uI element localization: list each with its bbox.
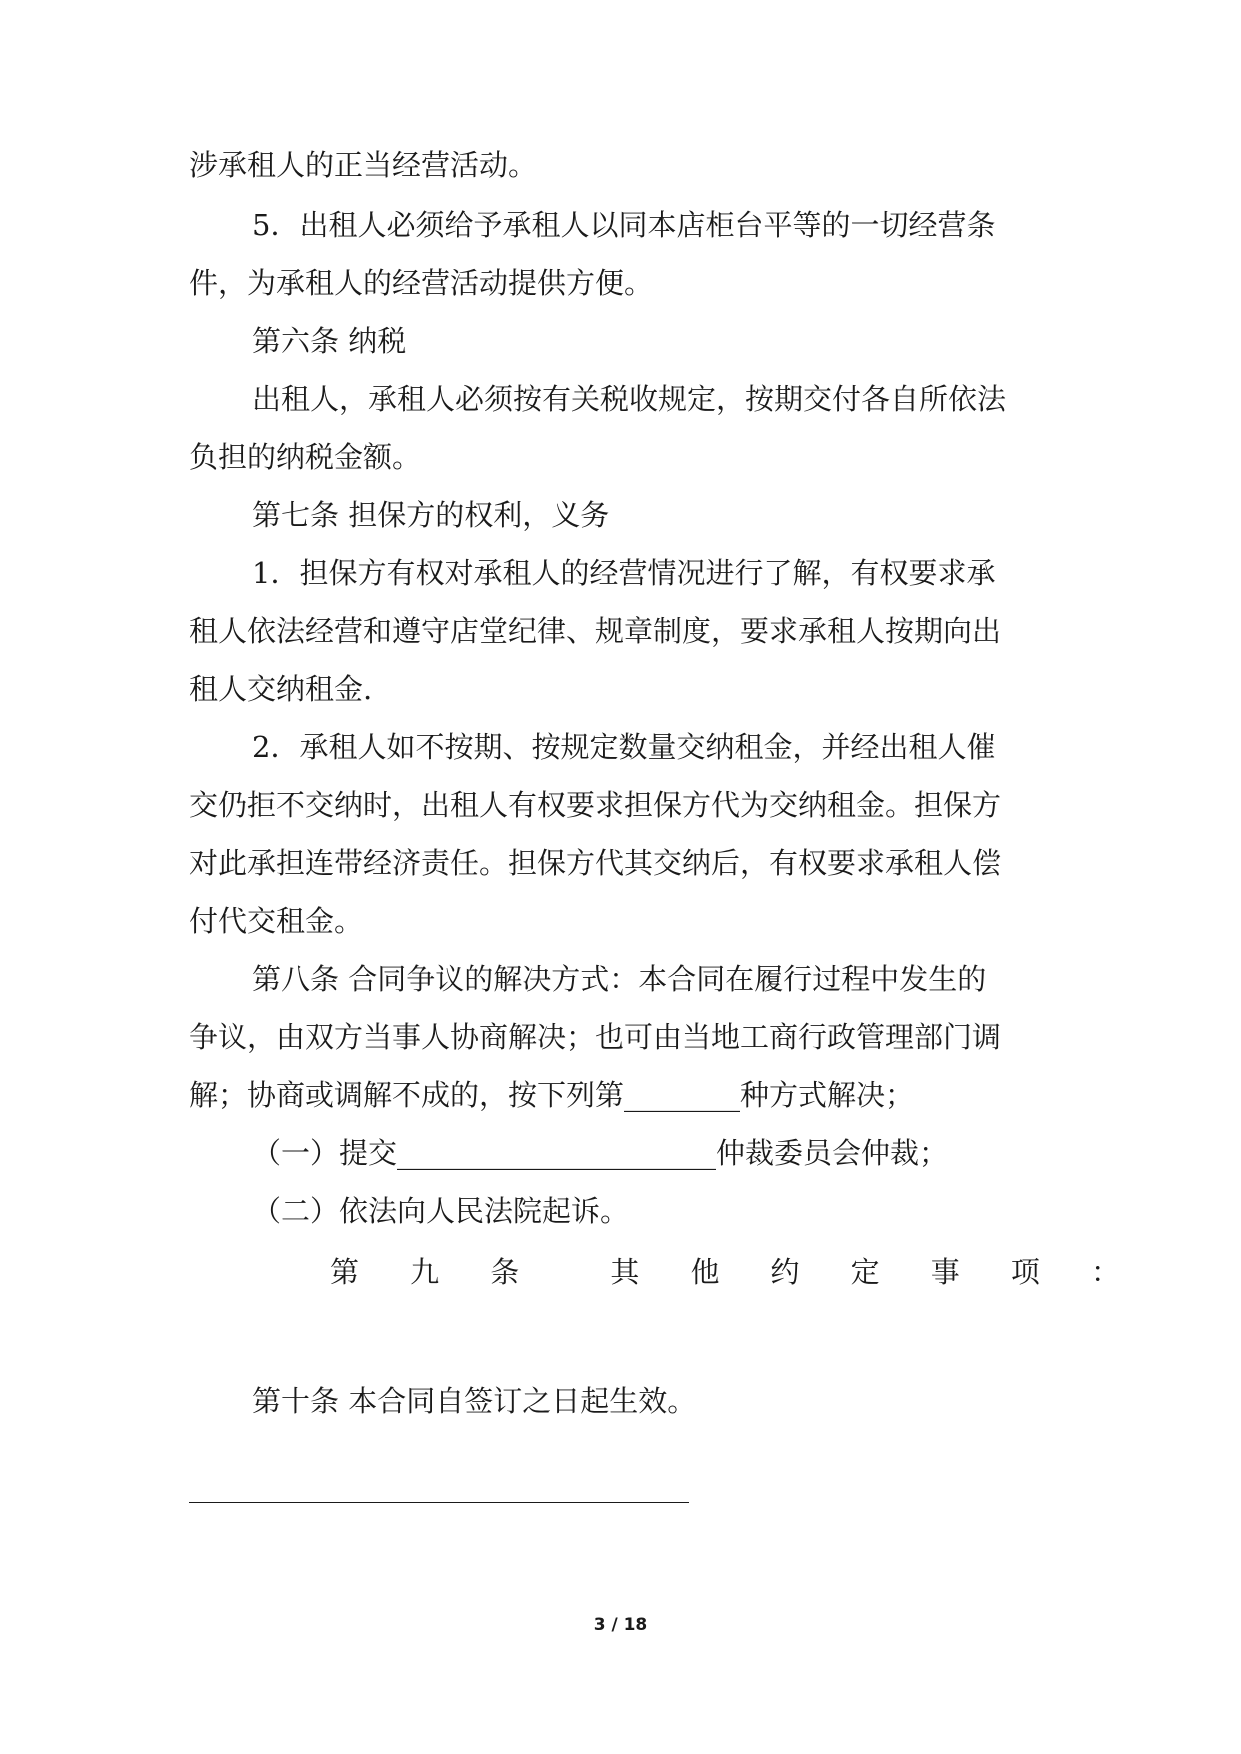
text-line: 件，为承租人的经营活动提供方便。 [189, 266, 654, 300]
text-line: 负担的纳税金额。 [189, 440, 422, 474]
text-line: （二）依法向人民法院起诉。 [252, 1194, 630, 1228]
article-nine-char: 他 [690, 1255, 720, 1289]
article-nine-char: 事 [930, 1255, 960, 1289]
text-line: （一）提交______________________仲裁委员会仲裁； [252, 1136, 949, 1170]
text-line: 租人依法经营和遵守店堂纪律、规章制度，要求承租人按期向出 [189, 614, 1002, 648]
article-nine-char: ： [1090, 1255, 1120, 1289]
text-line: 争议，由双方当事人协商解决；也可由当地工商行政管理部门调 [189, 1020, 1002, 1054]
article-nine-char: 定 [850, 1255, 880, 1289]
text-line: 出租人，承租人必须按有关税收规定，按期交付各自所依法 [252, 382, 1007, 416]
article-nine-char: 其 [610, 1255, 640, 1289]
article-heading: 第七条 担保方的权利，义务 [252, 498, 610, 532]
article-nine-char: 第 [330, 1255, 360, 1289]
article-heading: 第十条 本合同自签订之日起生效。 [252, 1384, 697, 1418]
text-line: 解；协商或调解不成的，按下列第________种方式解决； [189, 1078, 915, 1112]
article-heading: 第六条 纳税 [252, 324, 407, 358]
fill-in-blank-line [189, 1502, 689, 1503]
text-line: 付代交租金。 [189, 904, 364, 938]
article-nine-char: 项 [1010, 1255, 1040, 1289]
text-line: 租人交纳租金. [189, 672, 373, 706]
text-line: 涉承租人的正当经营活动。 [189, 148, 538, 182]
article-nine-char: 条 [490, 1255, 520, 1289]
text-line: 2．承租人如不按期、按规定数量交纳租金，并经出租人催 [252, 730, 996, 764]
page-number: 3 / 18 [593, 1615, 648, 1635]
text-line: 5．出租人必须给予承租人以同本店柜台平等的一切经营条 [252, 208, 996, 242]
article-heading: 第八条 合同争议的解决方式：本合同在履行过程中发生的 [252, 962, 987, 996]
text-line: 交仍拒不交纳时，出租人有权要求担保方代为交纳租金。担保方 [189, 788, 1002, 822]
article-nine-heading [330, 1252, 1120, 1292]
article-nine-char: 约 [770, 1255, 800, 1289]
text-line: 对此承担连带经济责任。担保方代其交纳后，有权要求承租人偿 [189, 846, 1002, 880]
article-nine-char: 九 [410, 1255, 440, 1289]
text-line: 1．担保方有权对承租人的经营情况进行了解，有权要求承 [252, 556, 996, 590]
